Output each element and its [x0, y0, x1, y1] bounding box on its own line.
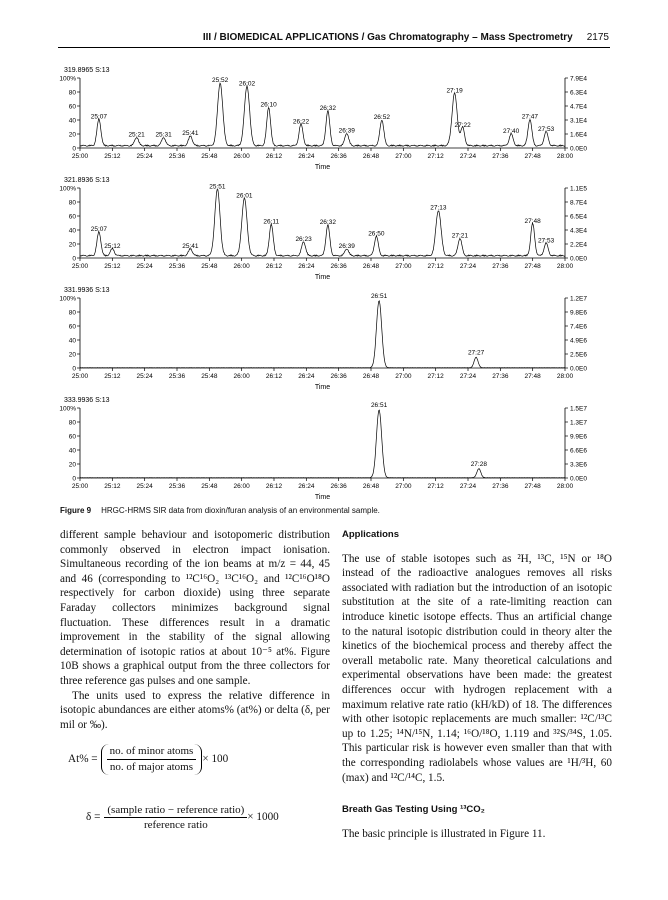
x-tick-label: 25:00 — [71, 483, 89, 490]
x-tick-label: 26:36 — [330, 153, 347, 160]
x-tick-label: 26:12 — [265, 373, 283, 380]
x-tick-label: 26:24 — [298, 263, 315, 270]
peak-label: 25:41 — [182, 243, 199, 250]
x-tick-label: 25:36 — [168, 153, 186, 160]
paragraph-breath-gas: The basic principle is illustrated in Figure 11. — [342, 827, 546, 840]
peak-label: 26:39 — [338, 127, 355, 135]
x-axis-label: Time — [314, 274, 331, 281]
x-tick-label: 27:00 — [395, 483, 412, 490]
panel-title: 333.9936 S:13 — [64, 397, 110, 404]
right-scale-label: 0.0E0 — [570, 255, 587, 263]
y-tick-label: 80 — [68, 419, 76, 427]
y-tick-label: 20 — [68, 351, 76, 359]
x-tick-label: 25:24 — [136, 153, 153, 160]
peak-label: 26:02 — [238, 80, 256, 88]
right-scale-label: 3.3E6 — [570, 461, 587, 469]
peak-label: 27:19 — [446, 87, 463, 95]
x-tick-label: 25:12 — [104, 153, 121, 160]
x-tick-label: 25:36 — [168, 483, 186, 490]
x-tick-label: 26:00 — [233, 153, 250, 160]
right-scale-label: 6.3E4 — [570, 89, 587, 97]
x-tick-label: 25:00 — [71, 373, 89, 380]
right-column — [342, 528, 612, 841]
eq1-lhs: At% = — [68, 753, 98, 766]
y-tick-label: 40 — [68, 227, 76, 235]
y-tick-label: 100% — [59, 75, 76, 83]
peak-label: 27:48 — [524, 217, 541, 225]
x-tick-label: 26:24 — [298, 153, 315, 160]
x-tick-label: 27:36 — [492, 483, 509, 490]
right-scale-label: 7.9E4 — [570, 75, 587, 83]
right-scale-label: 0.0E0 — [570, 145, 587, 153]
right-scale-label: 1.2E7 — [570, 295, 587, 303]
peak-label: 27:22 — [454, 121, 471, 129]
chromatogram-trace — [80, 410, 565, 478]
x-tick-label: 27:36 — [492, 263, 509, 270]
x-tick-label: 28:00 — [556, 153, 574, 160]
x-tick-label: 27:12 — [427, 373, 444, 380]
y-tick-label: 40 — [68, 447, 76, 455]
peak-label: 26:01 — [236, 192, 253, 200]
peak-label: 26:50 — [368, 230, 385, 238]
y-tick-label: 20 — [68, 461, 76, 469]
right-scale-label: 4.3E4 — [570, 227, 587, 235]
equation-atom-percent — [60, 744, 330, 774]
peak-label: 27:53 — [537, 126, 555, 133]
peak-label: 26:11 — [263, 218, 280, 226]
right-scale-label: 0.0E0 — [570, 365, 587, 373]
y-tick-label: 80 — [68, 89, 76, 97]
right-scale-label: 0.0E0 — [570, 475, 587, 483]
y-tick-label: 60 — [68, 213, 76, 221]
x-tick-label: 27:48 — [524, 483, 541, 490]
right-scale-label: 7.4E6 — [570, 323, 587, 331]
x-tick-label: 27:00 — [395, 263, 412, 270]
x-tick-label: 28:00 — [556, 483, 574, 490]
y-tick-label: 80 — [68, 309, 76, 317]
x-tick-label: 25:12 — [104, 483, 121, 490]
x-tick-label: 26:12 — [265, 153, 283, 160]
eq1-denominator: no. of major atoms — [109, 760, 194, 773]
x-tick-label: 27:00 — [395, 153, 412, 160]
y-tick-label: 60 — [68, 103, 76, 111]
x-tick-label: 25:00 — [71, 153, 89, 160]
x-tick-label: 25:48 — [201, 153, 218, 160]
x-tick-label: 25:12 — [104, 373, 121, 380]
caption-label: Figure 9 — [60, 506, 92, 515]
y-tick-label: 0 — [72, 145, 76, 153]
y-tick-label: 100% — [59, 405, 76, 413]
panel-title: 321.8936 S:13 — [64, 177, 110, 184]
x-tick-label: 26:48 — [362, 263, 380, 270]
x-tick-label: 26:36 — [330, 483, 347, 490]
y-tick-label: 40 — [68, 337, 76, 345]
left-column — [60, 528, 330, 833]
peak-label: 26:32 — [319, 105, 336, 112]
peak-label: 25:51 — [209, 183, 226, 191]
x-axis-label: Time — [314, 384, 331, 391]
x-tick-label: 26:36 — [330, 373, 347, 380]
peak-label: 27:21 — [451, 232, 469, 240]
x-tick-label: 27:48 — [524, 263, 541, 270]
x-tick-label: 26:48 — [362, 153, 380, 160]
right-scale-label: 9.8E6 — [570, 309, 587, 317]
x-tick-label: 28:00 — [556, 263, 574, 270]
right-scale-label: 6.6E6 — [570, 447, 587, 455]
x-tick-label: 25:24 — [136, 483, 153, 490]
right-scale-label: 1.3E7 — [570, 419, 587, 427]
x-tick-label: 26:36 — [330, 263, 347, 270]
x-tick-label: 27:48 — [524, 373, 541, 380]
paragraph-applications: The use of stable isotopes such as ²H, ¹³C, ¹⁵N or ¹⁸O instead of the radioactive analogues removes all risks associated with radiation but the introduction of an isotopic substitution at the site of a rate-limiting reaction can introduce kinetic isotope effects. Thus an artificial change to the natural isotopic distribution could in theory alter the kinetics of the biochemical process and thereby affect the overall metabolic rate. Many theoretical calculations and experimental observations have been made: the greatest differences occur with hydrogen replacement with a maximum relative rate ratio (kH/kD) of 18. The differences with other isotopic replacements are much smaller: ¹²C/¹³C up to 1.25; ¹⁴N/¹⁵N, 1.14; ¹⁶O/¹⁸O, 1.119 and ³²S/³⁴S, 1.05. This particular risk is however even smaller than that with the corresponding radiolabels whose values are ¹H/³H, 60 (max) and ¹²C/¹⁴C, 1.5. — [342, 552, 612, 784]
peak-label: 26:22 — [292, 118, 310, 126]
x-tick-label: 27:24 — [459, 483, 477, 490]
x-tick-label: 25:24 — [136, 263, 153, 270]
right-scale-label: 2.2E4 — [570, 241, 587, 249]
peak-label: 25:07 — [90, 226, 108, 234]
peak-label: 26:51 — [370, 292, 388, 300]
peak-label: 26:10 — [260, 101, 277, 109]
x-axis-label: Time — [314, 494, 331, 501]
peak-label: 27:27 — [467, 349, 485, 357]
y-tick-label: 100% — [59, 185, 76, 193]
eq2-denominator: reference ratio — [143, 819, 208, 832]
peak-label: 26:51 — [370, 402, 388, 410]
y-tick-label: 60 — [68, 433, 76, 441]
figure-caption — [60, 506, 620, 515]
x-tick-label: 27:12 — [427, 263, 444, 270]
caption-text: HRGC-HRMS SIR data from dioxin/furan analysis of an environmental sample. — [101, 506, 380, 515]
right-scale-label: 6.5E4 — [570, 213, 587, 221]
right-scale-label: 2.5E6 — [570, 351, 587, 359]
right-scale-label: 3.1E4 — [570, 117, 587, 125]
right-scale-label: 9.9E6 — [570, 433, 587, 441]
heading-applications: Applications — [342, 529, 400, 540]
peak-label: 26:32 — [319, 219, 336, 227]
x-tick-label: 27:24 — [459, 263, 477, 270]
right-scale-label: 1.6E4 — [570, 131, 587, 139]
eq1-numerator: no. of minor atoms — [107, 744, 197, 760]
x-tick-label: 27:12 — [427, 153, 444, 160]
peak-label: 26:23 — [295, 236, 312, 243]
eq1-multiplier: × 100 — [202, 753, 229, 766]
y-tick-label: 20 — [68, 131, 76, 139]
paragraph-isotope-ratio: different sample behaviour and isotopomeric distribution commonly observed in electron impact ionisation. Simultaneous recording of the ion beams at m/z = 44, 45 and 46 (corresponding to ¹²C¹⁶O₂ ¹³C¹⁶O₂ and ¹²C¹⁶O¹⁸O respectively for carbon dioxide) using three separate Faraday collectors minimizes background signal fluctuation. These differences result in a dramatic improvement in the stability of the signal allowing determination of isotopic ratios at about 10⁻⁵ at%. Figure 10B shows a graphical output from the three collectors for three reference gas pulses and one sample. — [60, 529, 330, 687]
eq2-lhs: δ = — [86, 811, 101, 824]
peak-label: 25:31 — [155, 131, 172, 139]
x-tick-label: 25:12 — [104, 263, 121, 270]
peak-label: 25:07 — [90, 113, 108, 121]
right-scale-label: 1.1E5 — [570, 185, 587, 193]
x-tick-label: 26:12 — [265, 483, 283, 490]
x-tick-label: 26:48 — [362, 373, 380, 380]
peak-label: 27:47 — [521, 113, 539, 121]
y-tick-label: 0 — [72, 475, 76, 483]
peak-label: 27:13 — [430, 204, 447, 212]
x-tick-label: 26:00 — [233, 373, 250, 380]
heading-breath-gas: Breath Gas Testing Using ¹³CO₂ — [342, 804, 485, 816]
peak-label: 25:12 — [104, 243, 121, 250]
x-tick-label: 25:48 — [201, 373, 218, 380]
x-tick-label: 25:36 — [168, 373, 186, 380]
x-tick-label: 25:24 — [136, 373, 153, 380]
right-scale-label: 4.7E4 — [570, 103, 587, 111]
x-tick-label: 26:24 — [298, 373, 315, 380]
y-tick-label: 40 — [68, 117, 76, 125]
panel-title: 331.9936 S:13 — [64, 287, 110, 294]
peak-label: 27:53 — [537, 237, 555, 245]
y-tick-label: 60 — [68, 323, 76, 331]
x-tick-label: 27:36 — [492, 373, 509, 380]
paragraph-units: The units used to express the relative difference in isotopic abundances are either atoms% (at%) or delta (δ, per mil or ‰). — [60, 689, 330, 731]
x-tick-label: 27:00 — [395, 373, 412, 380]
x-tick-label: 27:24 — [459, 373, 477, 380]
peak-label: 27:28 — [470, 460, 487, 468]
panel-title: 319.8965 S:13 — [64, 67, 110, 74]
eq2-numerator: (sample ratio − reference ratio) — [104, 803, 247, 819]
header-title: III / BIOMEDICAL APPLICATIONS / Gas Chromatography – Mass Spectrometry — [202, 32, 573, 43]
y-tick-label: 0 — [72, 365, 76, 373]
y-tick-label: 100% — [59, 295, 76, 303]
x-tick-label: 27:36 — [492, 153, 509, 160]
x-tick-label: 28:00 — [556, 373, 574, 380]
eq2-multiplier: × 1000 — [247, 811, 279, 824]
chromatogram-trace — [80, 301, 565, 368]
peak-label: 27:40 — [503, 128, 520, 136]
right-scale-label: 4.9E6 — [570, 337, 587, 345]
x-tick-label: 26:48 — [362, 483, 380, 490]
x-tick-label: 25:48 — [201, 263, 218, 270]
y-tick-label: 20 — [68, 241, 76, 249]
x-tick-label: 27:24 — [459, 153, 477, 160]
x-axis-label: Time — [314, 164, 331, 171]
x-tick-label: 25:00 — [71, 263, 89, 270]
x-tick-label: 25:48 — [201, 483, 218, 490]
x-tick-label: 27:12 — [427, 483, 444, 490]
peak-label: 25:41 — [182, 130, 199, 138]
right-scale-label: 8.7E4 — [570, 199, 587, 207]
x-tick-label: 26:00 — [233, 263, 250, 270]
x-tick-label: 25:36 — [168, 263, 186, 270]
x-tick-label: 26:00 — [233, 483, 250, 490]
y-tick-label: 0 — [72, 255, 76, 263]
right-scale-label: 1.5E7 — [570, 405, 587, 413]
page-number: 2175 — [586, 32, 609, 43]
equation-delta — [60, 803, 330, 833]
x-tick-label: 26:24 — [298, 483, 315, 490]
peak-label: 25:21 — [128, 131, 145, 139]
x-tick-label: 27:48 — [524, 153, 541, 160]
y-tick-label: 80 — [68, 199, 76, 207]
peak-label: 25:52 — [212, 77, 229, 84]
peak-label: 26:39 — [338, 243, 355, 250]
x-tick-label: 26:12 — [265, 263, 283, 270]
peak-label: 26:52 — [373, 114, 390, 122]
